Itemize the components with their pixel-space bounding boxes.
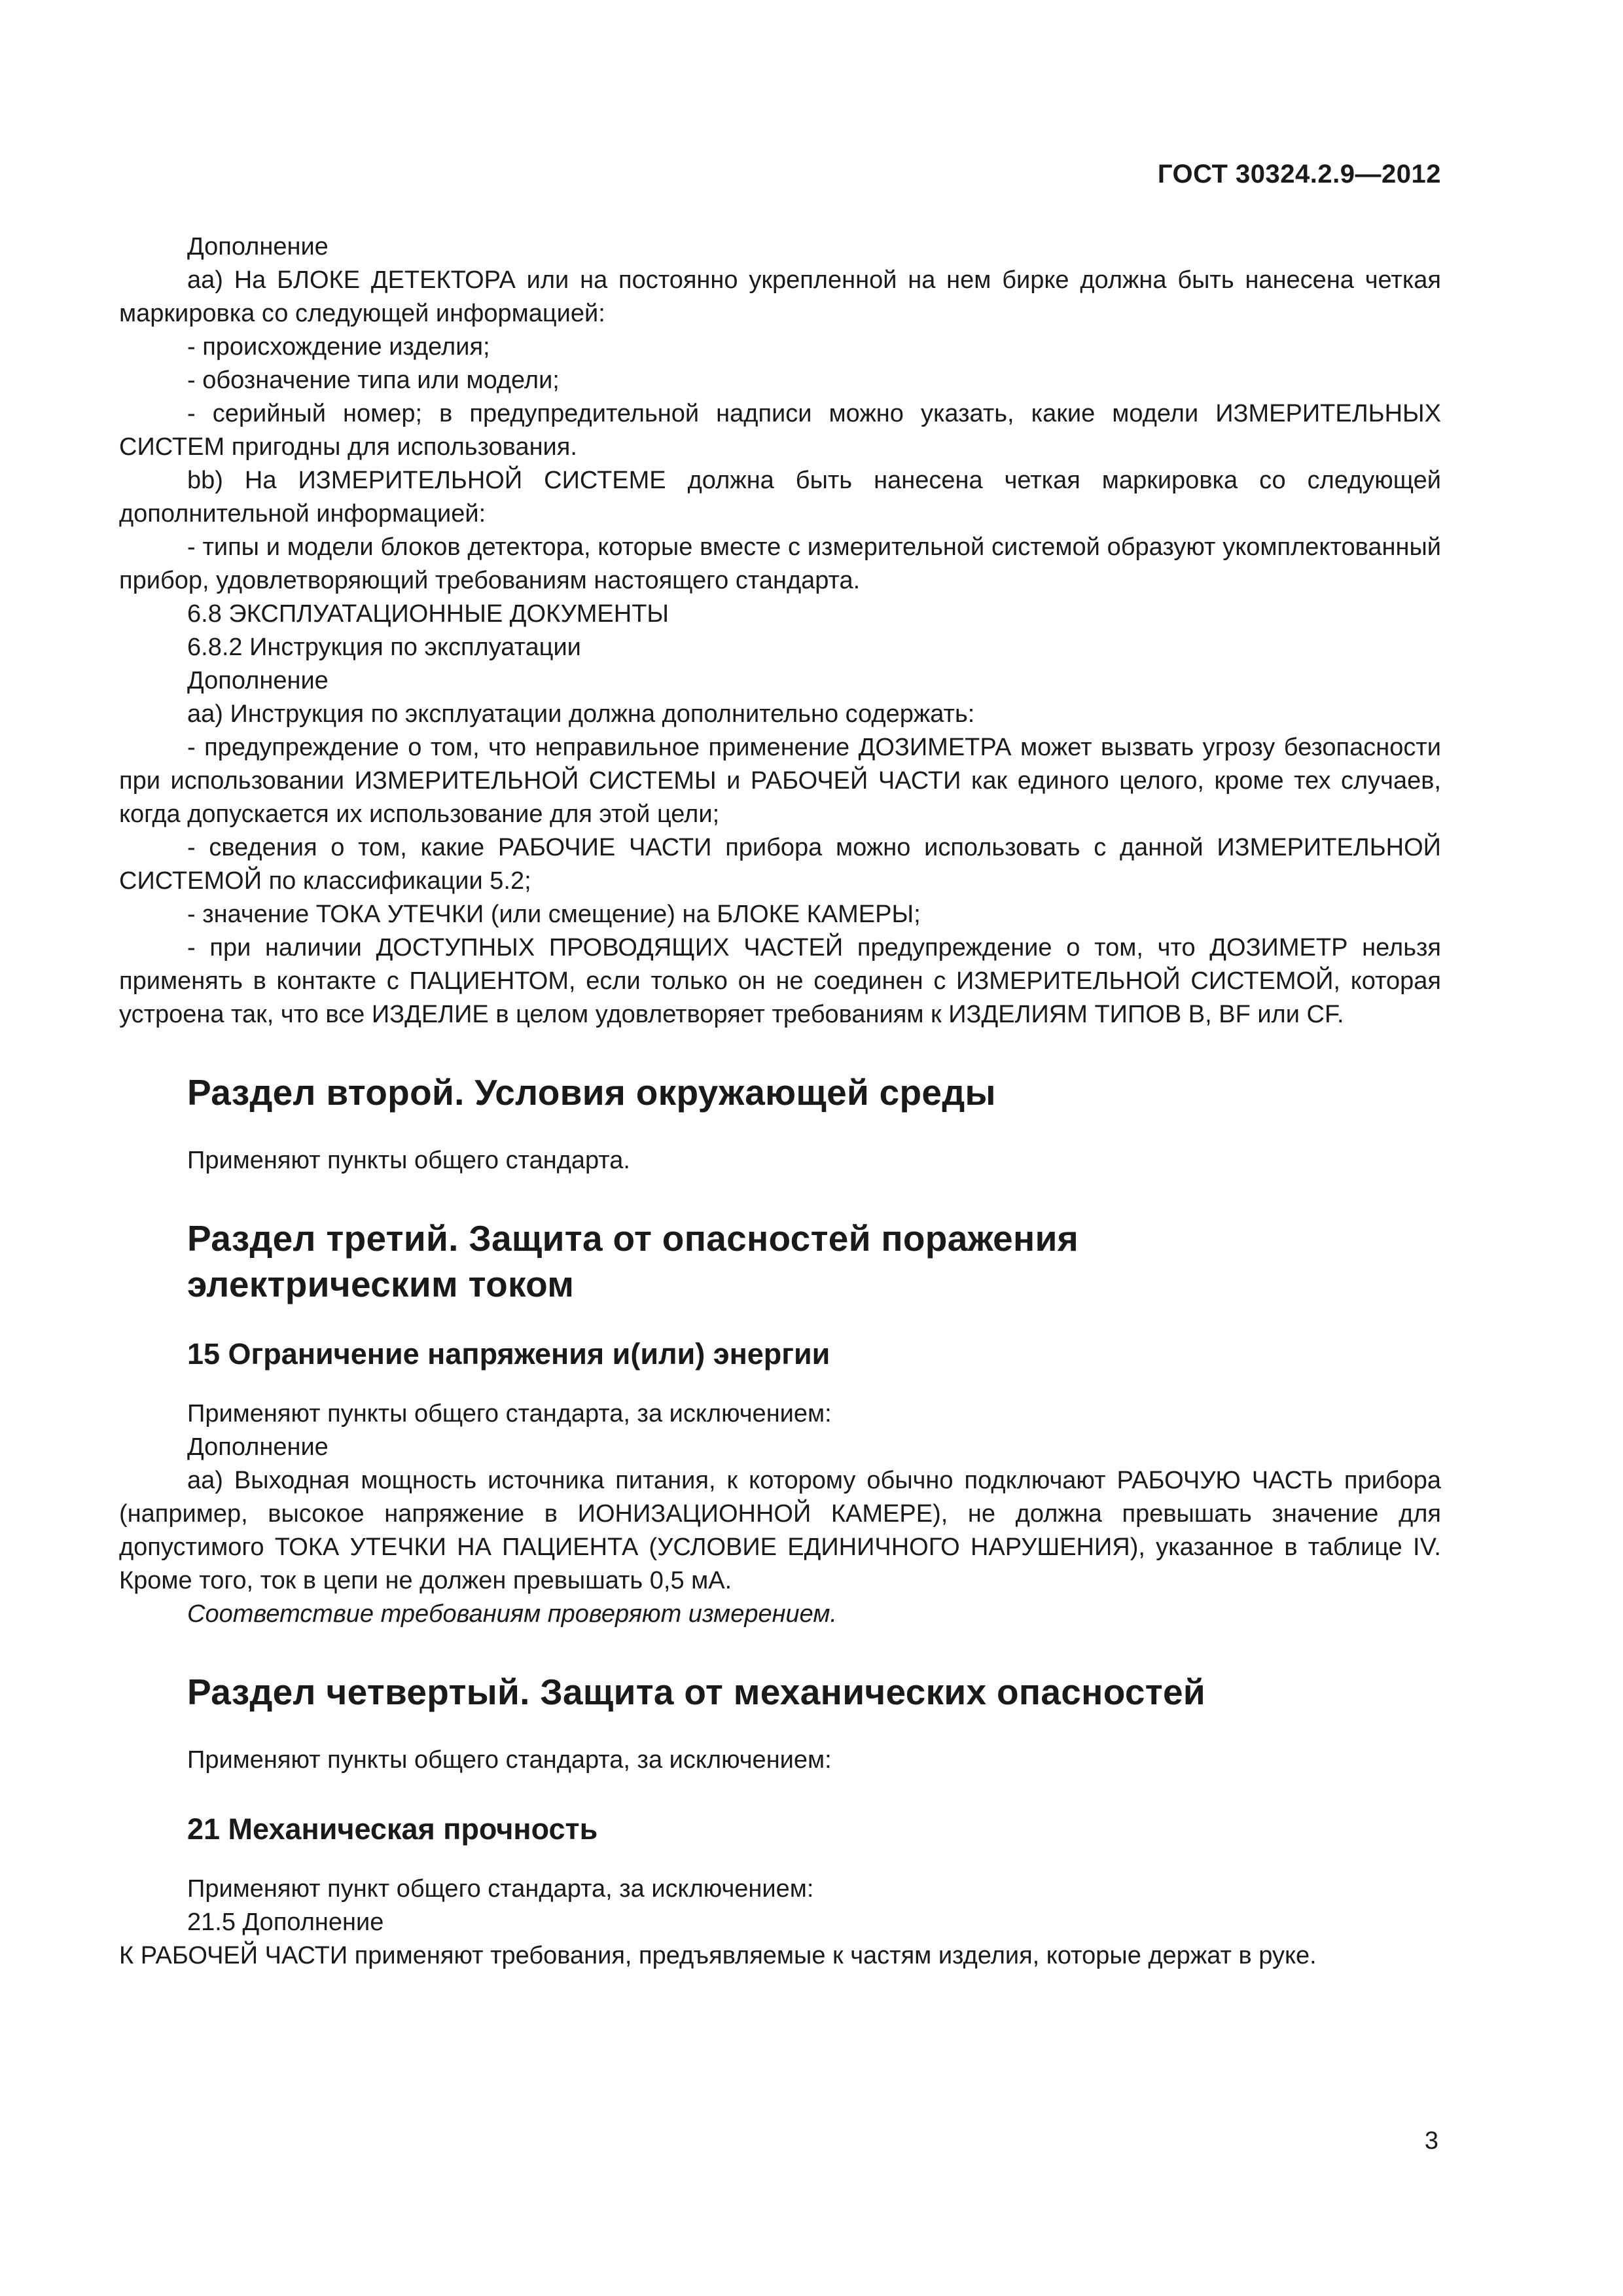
- document-code-header: ГОСТ 30324.2.9—2012: [1157, 160, 1441, 188]
- paragraph: Дополнение: [187, 1433, 329, 1461]
- section-3-title-line2: электрическим током: [187, 1264, 575, 1304]
- list-item: - типы и модели блоков детектора, которые вместе с измерительной системой образуют укомплектованный прибор, удовлетворяющий требованиям настоящего стандарта.: [119, 533, 1441, 594]
- section-3-title-line1: Раздел третий. Защита от опасностей поражения: [187, 1218, 1079, 1259]
- paragraph: аа) Инструкция по эксплуатации должна дополнительно содержать:: [187, 700, 975, 728]
- list-item: - серийный номер; в предупредительной надписи можно указать, какие модели ИЗМЕРИТЕЛЬНЫХ СИСТЕМ пригодны для использования.: [119, 400, 1441, 461]
- compliance-note: Соответствие требованиям проверяют измерением.: [187, 1600, 837, 1628]
- document-page: [119, 0, 1441, 2296]
- paragraph: аа) Выходная мощность источника питания, к которому обычно подключают РАБОЧУЮ ЧАСТЬ прибора (например, высокое напряжение в ИОНИЗАЦИОННОЙ КАМЕРЕ), не должна превышать значение для допустимого ТОКА УТЕЧКИ НА ПАЦИЕНТА (УСЛОВИЕ ЕДИНИЧНОГО НАРУШЕНИЯ), указанное в таблице IV. Кроме того, ток в цепи не должен превышать 0,5 мА.: [119, 1467, 1441, 1594]
- list-item: - предупреждение о том, что неправильное применение ДОЗИМЕТРА может вызвать угрозу безопасности при использовании ИЗМЕРИТЕЛЬНОЙ СИСТЕМЫ и РАБОЧЕЙ ЧАСТИ как единого целого, кроме тех случаев, когда допускается их использование для этой цели;: [119, 734, 1441, 828]
- section-3-title: [187, 1215, 1441, 1307]
- paragraph: К РАБОЧЕЙ ЧАСТИ применяют требования, предъявляемые к частям изделия, которые держат в руке.: [119, 1942, 1317, 1969]
- subsection-heading: 6.8 ЭКСПЛУАТАЦИОННЫЕ ДОКУМЕНТЫ: [187, 600, 669, 628]
- list-item: - значение ТОКА УТЕЧКИ (или смещение) на БЛОКЕ КАМЕРЫ;: [187, 901, 921, 928]
- paragraph: Дополнение: [187, 667, 329, 694]
- paragraph: Дополнение: [187, 233, 329, 260]
- page-number: 3: [1424, 2127, 1438, 2155]
- paragraph: Применяют пункты общего стандарта, за исключением:: [187, 1400, 832, 1427]
- paragraph: аа) На БЛОКЕ ДЕТЕКТОРА или на постоянно укрепленной на нем бирке должна быть нанесена четкая маркировка со следующей информацией:: [119, 266, 1441, 327]
- paragraph: 21.5 Дополнение: [187, 1909, 384, 1936]
- paragraph: Применяют пункты общего стандарта.: [187, 1147, 630, 1174]
- subsection-heading: 6.8.2 Инструкция по эксплуатации: [187, 634, 581, 661]
- list-item: - обозначение типа или модели;: [187, 367, 560, 394]
- paragraph: Применяют пункт общего стандарта, за исключением:: [187, 1875, 814, 1903]
- section-4-title: Раздел четвертый. Защита от механических опасностей: [187, 1672, 1205, 1712]
- list-item: - при наличии ДОСТУПНЫХ ПРОВОДЯЩИХ ЧАСТЕЙ предупреждение о том, что ДОЗИМЕТР нельзя применять в контакте с ПАЦИЕНТОМ, если только он не соединен с ИЗМЕРИТЕЛЬНОЙ СИСТЕМОЙ, которая устроена так, что все ИЗДЕЛИЕ в целом удовлетворяет требованиям к ИЗДЕЛИЯМ ТИПОВ В, BF или CF.: [119, 934, 1441, 1028]
- section-2-title: Раздел второй. Условия окружающей среды: [187, 1072, 996, 1113]
- paragraph: bb) На ИЗМЕРИТЕЛЬНОЙ СИСТЕМЕ должна быть нанесена четкая маркировка со следующей дополнительной информацией:: [119, 467, 1441, 528]
- paragraph: Применяют пункты общего стандарта, за исключением:: [187, 1746, 832, 1774]
- list-item: - сведения о том, какие РАБОЧИЕ ЧАСТИ прибора можно использовать с данной ИЗМЕРИТЕЛЬНОЙ СИСТЕМОЙ по классификации 5.2;: [119, 834, 1441, 895]
- list-item: - происхождение изделия;: [187, 333, 490, 361]
- document-body: [119, 230, 1441, 1973]
- clause-15-title: 15 Ограничение напряжения и(или) энергии: [187, 1337, 830, 1371]
- clause-21-title: 21 Механическая прочность: [187, 1812, 598, 1846]
